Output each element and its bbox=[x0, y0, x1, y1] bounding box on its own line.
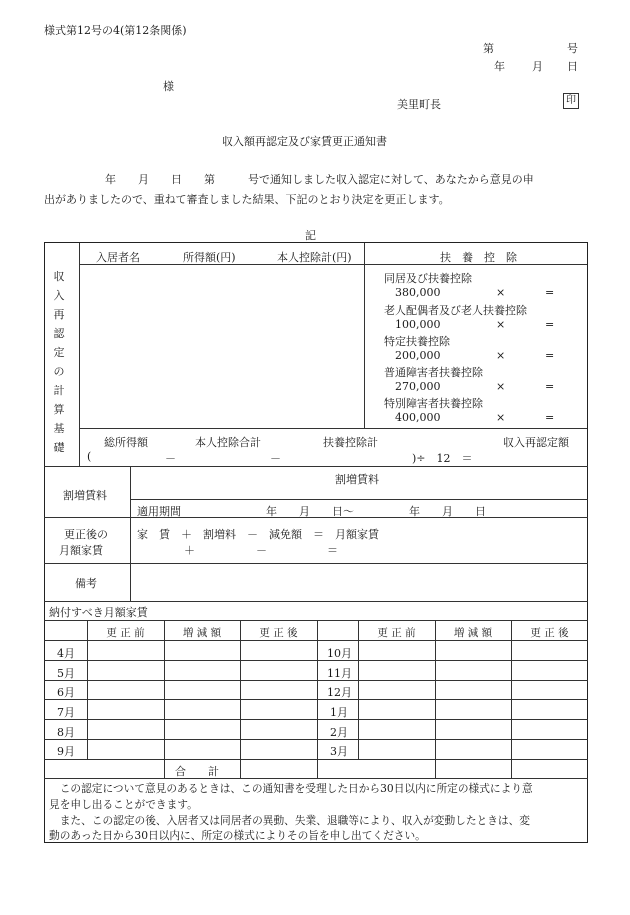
total-income-label: 総所得額 bbox=[104, 436, 148, 449]
list-item: 9月 bbox=[57, 745, 75, 758]
list-item: 3月 bbox=[330, 745, 348, 758]
date-year: 年 bbox=[494, 60, 505, 73]
list-item: 8月 bbox=[57, 726, 75, 739]
formula-close: )÷ 12 ＝ bbox=[412, 452, 473, 465]
col-after-left: 更 正 後 bbox=[259, 627, 298, 639]
rent-plus: ＋ bbox=[184, 544, 195, 557]
header-self-deduction: 本人控除計(円) bbox=[277, 251, 352, 264]
monthly-rent-label-2: 月額家賃 bbox=[59, 544, 103, 557]
date-day: 日 bbox=[567, 60, 578, 73]
total-label: 合 計 bbox=[175, 765, 219, 778]
surcharge-header: 割増賃料 bbox=[335, 473, 379, 486]
list-item: 10月 bbox=[327, 647, 352, 660]
doc-title: 収入額再認定及び家賃更正通知書 bbox=[222, 135, 387, 148]
col-before-right: 更 正 前 bbox=[377, 627, 416, 639]
note-line-3: また、この認定の後、入居者又は同居者の異動、失業、退職等により、収入が変動したときは、変 bbox=[49, 814, 530, 827]
seal-mark: 印 bbox=[563, 93, 579, 109]
addressee-sama: 様 bbox=[163, 80, 174, 93]
list-item: 12月 bbox=[327, 686, 352, 699]
col-delta-right: 増 減 額 bbox=[453, 627, 493, 639]
period-to: 年 月 日 bbox=[409, 505, 486, 518]
surcharge-label: 割増賃料 bbox=[63, 489, 107, 502]
formula-open-paren: ( bbox=[87, 450, 92, 463]
recognized-income-label: 収入再認定額 bbox=[503, 436, 569, 449]
rent-minus: － bbox=[256, 544, 267, 557]
main-form-frame bbox=[44, 242, 588, 843]
list-item: 7月 bbox=[57, 706, 75, 719]
note-line-2: 見を申し出ることができます。 bbox=[49, 798, 198, 811]
header-resident-name: 入居者名 bbox=[96, 251, 140, 264]
list-item: 6月 bbox=[57, 686, 75, 699]
formula-minus-2: － bbox=[270, 452, 281, 465]
formula-minus-1: － bbox=[165, 452, 176, 465]
date-month: 月 bbox=[532, 60, 543, 73]
doc-no-dai: 第 bbox=[483, 42, 494, 55]
period-from: 年 月 日～ bbox=[266, 505, 354, 518]
intro-line-1: 年 月 日 第 号で通知しました収入認定に対して、あなたから意見の申 bbox=[105, 173, 534, 186]
remarks-label: 備考 bbox=[75, 577, 97, 590]
list-item: 1月 bbox=[330, 706, 348, 719]
monthly-rent-label-1: 更正後の bbox=[64, 528, 108, 541]
list-item: 11月 bbox=[327, 667, 352, 680]
col-delta-left: 増 減 額 bbox=[182, 627, 222, 639]
doc-no-go: 号 bbox=[567, 42, 578, 55]
rent-formula: 家 賃 ＋ 割増料 － 減免額 ＝ 月額家賃 bbox=[137, 528, 379, 541]
col-after-right: 更 正 後 bbox=[530, 627, 569, 639]
header-income: 所得額(円) bbox=[183, 251, 236, 264]
rent-eq: ＝ bbox=[327, 544, 338, 557]
ki-label: 記 bbox=[305, 229, 316, 242]
list-item: 2月 bbox=[330, 726, 348, 739]
col-before-left: 更 正 前 bbox=[106, 627, 145, 639]
list-item: 4月 bbox=[57, 647, 75, 660]
self-total-label: 本人控除合計 bbox=[195, 436, 261, 449]
header-dependent-deduction: 扶 養 控 除 bbox=[440, 251, 517, 264]
period-label: 適用期間 bbox=[137, 505, 181, 518]
form-number: 様式第12号の4(第12条関係) bbox=[44, 24, 187, 37]
issuer: 美里町長 bbox=[397, 98, 441, 111]
list-item: 5月 bbox=[57, 667, 75, 680]
payment-title: 納付すべき月額家賃 bbox=[49, 606, 148, 619]
intro-line-2: 出がありましたので、重ねて審査しました結果、下記のとおり決定を更正します。 bbox=[44, 193, 450, 206]
note-line-1: この認定について意見のあるときは、この通知書を受理した日から30日以内に所定の様式により意 bbox=[49, 782, 533, 795]
note-line-4: 動のあった日から30日以内に、所定の様式によりその旨を申し出てください。 bbox=[49, 829, 426, 842]
dependent-total-label: 扶養控除計 bbox=[323, 436, 378, 449]
